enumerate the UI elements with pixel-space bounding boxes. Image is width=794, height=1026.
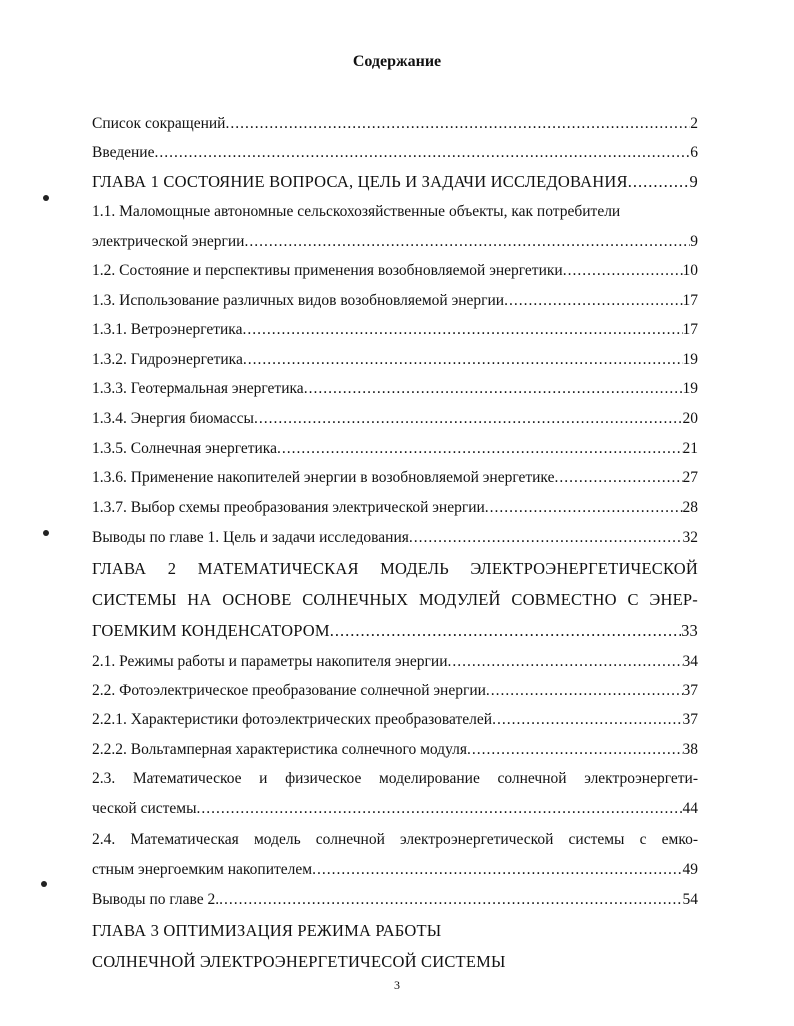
toc-entry <box>92 859 698 881</box>
toc-chapter-entry <box>92 620 698 642</box>
toc-entry-text: 2.2.1. Характеристики фотоэлектрических преобразователей <box>92 711 493 728</box>
binding-hole-mark <box>41 881 47 887</box>
toc-entry-text: 1.3.5. Солнечная энергетика <box>92 440 277 457</box>
toc-chapter-heading: СОЛНЕЧНОЙ ЭЛЕКТРОЭНЕРГЕТИЧЕСОЙ СИСТЕМЫ <box>92 952 506 971</box>
toc-entry-text: 2.2.2. Вольтамперная характеристика солнечного модуля <box>92 741 467 758</box>
toc-entry-page: 20 <box>682 410 698 427</box>
toc-entry-text: 1.3.2. Гидроэнергетика <box>92 351 243 368</box>
toc-entry-page: 19 <box>682 380 698 397</box>
toc-entry-page: 2 <box>690 115 698 132</box>
toc-entry-text: 2.3. Математическое и физическое моделирование солнечной электроэнергети- <box>92 770 698 787</box>
toc-leader-dots <box>486 680 683 702</box>
toc-entry-text: 1.3.1. Ветроэнергетика <box>92 321 243 338</box>
toc-entry-text: стным энергоемким накопителем <box>92 861 313 878</box>
toc-entry-text: ГЛАВА 1 СОСТОЯНИЕ ВОПРОСА, ЦЕЛЬ И ЗАДАЧИ ИССЛЕДОВАНИЯ <box>92 172 628 191</box>
toc-entry <box>92 349 698 371</box>
toc-leader-dots <box>330 620 681 642</box>
toc-entry-text: 2.2. Фотоэлектрическое преобразование солнечной энергии <box>92 682 486 699</box>
toc-entry-text: Выводы по главе 2. <box>92 891 220 908</box>
toc-entry-text: ческой системы <box>92 800 197 817</box>
toc-entry-page: 49 <box>682 861 698 878</box>
toc-entry-text: 1.3. Использование различных видов возобновляемой энергии <box>92 292 505 309</box>
toc-entry <box>92 709 698 731</box>
toc-entry-page: 34 <box>682 653 698 670</box>
toc-entry-page: 21 <box>682 440 698 457</box>
toc-entry <box>92 798 698 820</box>
toc-entry-page: 28 <box>682 499 698 516</box>
toc-leader-dots <box>277 438 683 460</box>
toc-leader-dots <box>563 260 683 282</box>
toc-entry-text: Введение <box>92 144 155 161</box>
toc-entry <box>92 231 698 253</box>
toc-entry <box>92 408 698 430</box>
toc-entry-page: 33 <box>681 621 698 640</box>
toc-chapter-entry <box>92 171 698 193</box>
toc-entry-page: 44 <box>682 800 698 817</box>
toc-leader-dots <box>243 349 683 371</box>
toc-leader-dots <box>409 527 683 549</box>
toc-entry-text: 2.4. Математическая модель солнечной электроэнергетической системы с емко- <box>92 831 698 848</box>
toc-entry <box>92 651 698 673</box>
binding-hole-mark <box>43 195 49 201</box>
page-title: Содержание <box>352 53 442 70</box>
toc-entry-page: 9 <box>689 172 698 191</box>
toc-entry-page: 38 <box>682 741 698 758</box>
toc-chapter-heading: ГЛАВА 2 МАТЕМАТИЧЕСКАЯ МОДЕЛЬ ЭЛЕКТРОЭНЕРГЕТИЧЕСКОЙ <box>92 559 698 578</box>
toc-entry-page: 37 <box>682 711 698 728</box>
toc-entry-text: Список сокращений <box>92 115 226 132</box>
toc-leader-dots <box>219 889 682 911</box>
toc-entry-page: 17 <box>682 321 698 338</box>
toc-entry-page: 9 <box>690 233 698 250</box>
toc-entry <box>92 680 698 702</box>
toc-entry-page: 32 <box>682 529 698 546</box>
toc-entry <box>92 142 698 164</box>
toc-entry-page: 19 <box>682 351 698 368</box>
toc-entry <box>92 889 698 911</box>
toc-entry <box>92 467 698 489</box>
toc-entry-text: 1.3.3. Геотермальная энергетика <box>92 380 304 397</box>
toc-leader-dots <box>304 378 683 400</box>
toc-entry <box>92 319 698 341</box>
page-number: 3 <box>394 978 400 992</box>
toc-entry-text: 2.1. Режимы работы и параметры накопителя энергии <box>92 653 448 670</box>
toc-entry-text: 1.2. Состояние и перспективы применения возобновляемой энергетики <box>92 262 563 279</box>
toc-entry-text: 1.3.4. Энергия биомассы <box>92 410 254 427</box>
toc-entry-page: 27 <box>682 469 698 486</box>
toc-leader-dots <box>154 142 690 164</box>
toc-entry-page: 10 <box>682 262 698 279</box>
toc-leader-dots <box>225 113 690 135</box>
toc-entry-text: электрической энергии <box>92 233 245 250</box>
toc-entry-page: 6 <box>690 144 698 161</box>
toc-entry-text: ГОЕМКИМ КОНДЕНСАТОРОМ <box>92 621 330 640</box>
toc-entry <box>92 260 698 282</box>
toc-entry-page: 17 <box>682 292 698 309</box>
toc-leader-dots <box>485 497 683 519</box>
toc-leader-dots <box>504 290 682 312</box>
toc-entry-page: 37 <box>682 682 698 699</box>
toc-leader-dots <box>197 798 683 820</box>
toc-leader-dots <box>628 171 690 193</box>
toc-leader-dots <box>448 651 683 673</box>
toc-entry <box>92 290 698 312</box>
toc-entry <box>92 113 698 135</box>
toc-entry <box>92 438 698 460</box>
toc-chapter-heading: ГЛАВА 3 ОПТИМИЗАЦИЯ РЕЖИМА РАБОТЫ <box>92 921 442 940</box>
toc-entry <box>92 378 698 400</box>
toc-entry-text: 1.3.7. Выбор схемы преобразования электрической энергии <box>92 499 485 516</box>
toc-chapter-heading: СИСТЕМЫ НА ОСНОВЕ СОЛНЕЧНЫХ МОДУЛЕЙ СОВМЕСТНО С ЭНЕР- <box>92 590 698 609</box>
toc-entry <box>92 497 698 519</box>
toc-entry-text: Выводы по главе 1. Цель и задачи исследования <box>92 529 409 546</box>
binding-hole-mark <box>43 530 49 536</box>
toc-entry <box>92 527 698 549</box>
toc-entry <box>92 739 698 761</box>
toc-leader-dots <box>242 319 682 341</box>
toc-leader-dots <box>467 739 683 761</box>
toc-leader-dots <box>244 231 690 253</box>
toc-leader-dots <box>554 467 682 489</box>
toc-leader-dots <box>254 408 683 430</box>
toc-entry-page: 54 <box>682 891 698 908</box>
toc-leader-dots <box>492 709 682 731</box>
toc-leader-dots <box>312 859 682 881</box>
toc-entry-text: 1.3.6. Применение накопителей энергии в возобновляемой энергетике <box>92 469 555 486</box>
toc-entry-text: 1.1. Маломощные автономные сельскохозяйственные объекты, как потребители <box>92 203 621 220</box>
